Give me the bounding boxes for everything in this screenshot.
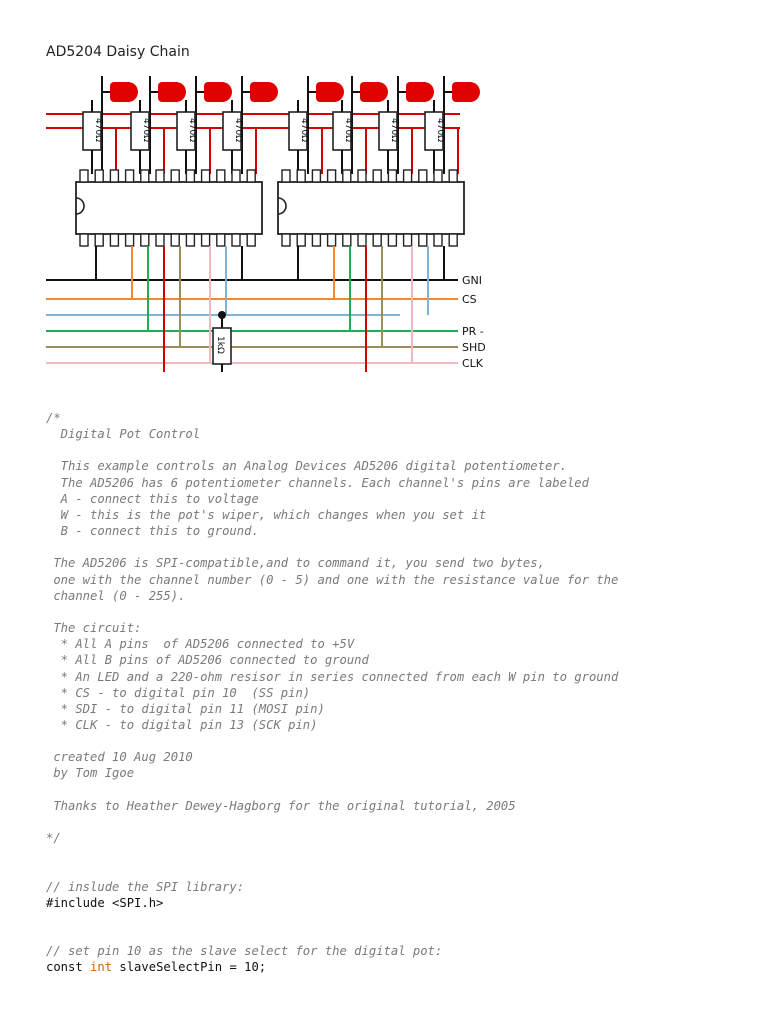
comment-line [46,442,766,458]
resistor-label: 470Ω [141,118,151,143]
type-keyword: int [90,960,113,975]
comment-line: * All A pins of AD5206 connected to +5V [46,637,355,652]
chip-pin-bottom [126,234,134,246]
comment-line: created 10 Aug 2010 [46,750,193,765]
chip-pin-bottom [434,234,442,246]
chip-pin-top [126,170,134,182]
chip-pin-bottom [449,234,457,246]
resistor-label: 470Ω [93,118,103,143]
comment-line: * SDI - to digital pin 11 (MOSI pin) [46,701,325,716]
chip-pin-bottom [110,234,118,246]
resistor-label: 470Ω [299,118,309,143]
comment-line: * An LED and a 220-ohm resisor in series connected from each W pin to ground [46,669,619,684]
chip-pin-top [282,170,290,182]
comment-line [46,733,766,749]
chip-pin-top [247,170,255,182]
comment-line: A - connect this to voltage [46,491,259,506]
chip-pin-bottom [404,234,412,246]
chip-pin-top [202,170,210,182]
comment-line [46,604,766,620]
comment-line: The AD5206 has 6 potentiometer channels. Each channel's pins are labeled [46,475,589,490]
chip-pin-top [388,170,396,182]
chip-left [76,182,262,234]
include-comment: // inslude the SPI library: [46,879,245,894]
chip-pin-bottom [297,234,305,246]
comment-line: W - this is the pot's wiper, which changes when you set it [46,507,487,522]
comment-line: * CLK - to digital pin 13 (SCK pin) [46,717,318,732]
chip-pin-bottom [388,234,396,246]
led-dome [222,82,232,102]
bus-label: GNI [462,274,482,287]
comment-line: /* [46,411,61,425]
chip-pin-bottom [419,234,427,246]
daisy-chain-schematic [40,70,500,380]
led-dome [128,82,138,102]
comment-line: */ [46,831,61,846]
led-dome [268,82,278,102]
led-dome [334,82,344,102]
comment-line: one with the channel number (0 - 5) and one with the resistance value for the [46,572,619,587]
led-dome [378,82,388,102]
chip-pin-top [297,170,305,182]
chip-pin-top [312,170,320,182]
chip-pin-top [141,170,149,182]
pin-comment: // set pin 10 as the slave select for the digital pot: [46,944,443,959]
slave-select-declaration: const int slaveSelectPin = 10; [46,960,267,975]
chip-pin-bottom [328,234,336,246]
comment-line: * All B pins of AD5206 connected to ground [46,653,369,668]
chip-pin-bottom [95,234,103,246]
led-dome [424,82,434,102]
chip-pin-bottom [358,234,366,246]
chip-pin-top [80,170,88,182]
chip-pin-top [419,170,427,182]
chip-pin-bottom [247,234,255,246]
comment-line [46,539,766,555]
chip-pin-top [373,170,381,182]
comment-line: The circuit: [46,621,142,636]
resistor-label: 470Ω [343,118,353,143]
pulldown-label: 1kΩ [215,336,225,354]
chip-pin-bottom [141,234,149,246]
chip-pin-top [186,170,194,182]
led-dome [470,82,480,102]
chip-pin-bottom [202,234,210,246]
resistor-label: 470Ω [435,118,445,143]
chip-pin-top [328,170,336,182]
resistor-label: 470Ω [389,118,399,143]
chip-pin-bottom [282,234,290,246]
header-comment [46,410,766,846]
chip-pin-bottom [232,234,240,246]
comment-line: * CS - to digital pin 10 (SS pin) [46,685,311,700]
bus-label: SHD [462,341,486,354]
comment-line [46,814,766,830]
led-dome [176,82,186,102]
bus-label: CLK [462,357,484,370]
chip-pin-bottom [171,234,179,246]
code-listing [46,410,766,975]
chip-pin-bottom [186,234,194,246]
chip-pin-bottom [373,234,381,246]
chip-pin-top [95,170,103,182]
comment-line [46,782,766,798]
resistor-label: 470Ω [233,118,243,143]
chip-pin-top [110,170,118,182]
chip-pin-top [232,170,240,182]
comment-line: by Tom Igoe [46,766,135,781]
comment-line: Digital Pot Control [46,427,201,442]
chip-pin-top [156,170,164,182]
chip-pin-bottom [343,234,351,246]
resistor-label: 470Ω [187,118,197,143]
chip-pin-top [358,170,366,182]
chip-pin-top [404,170,412,182]
comment-line: B - connect this to ground. [46,524,259,539]
chip-pin-top [171,170,179,182]
bus-label: PR - [462,325,484,338]
chip-pin-top [217,170,225,182]
chip-right [278,182,464,234]
comment-line: channel (0 - 255). [46,588,186,603]
chip-pin-top [449,170,457,182]
page-title: AD5204 Daisy Chain [46,44,190,60]
include-line: #include <SPI.h> [46,895,164,910]
chip-pin-top [343,170,351,182]
comment-line: This example controls an Analog Devices AD5206 digital potentiometer. [46,459,567,474]
comment-line: The AD5206 is SPI-compatible,and to command it, you send two bytes, [46,556,545,571]
bus-label: CS [462,293,477,306]
chip-pin-bottom [80,234,88,246]
comment-line: Thanks to Heather Dewey-Hagborg for the original tutorial, 2005 [46,798,516,813]
chip-pin-bottom [312,234,320,246]
chip-pin-bottom [156,234,164,246]
chip-pin-bottom [217,234,225,246]
chip-pin-top [434,170,442,182]
